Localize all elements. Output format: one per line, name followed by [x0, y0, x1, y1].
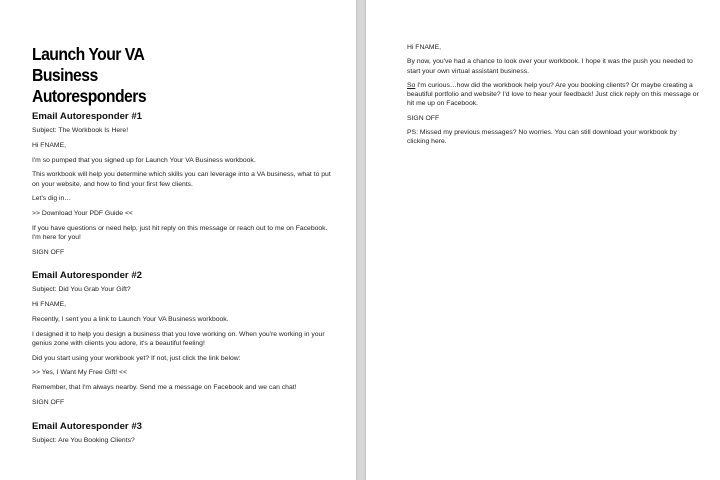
- email-2-heading: Email Autoresponder #2: [32, 270, 142, 282]
- email-3-heading: Email Autoresponder #3: [32, 421, 142, 433]
- email-3-subject: Subject: Are You Booking Clients?: [32, 437, 135, 445]
- email-3-ps: PS: Missed my previous messages? No worries. You can still download your workbook by clicking here.: [407, 129, 677, 146]
- document-page-2: [366, 0, 720, 480]
- email-2-paragraph: Remember, that I'm always nearby. Send me a message on Facebook and we can chat!: [32, 384, 297, 392]
- page-2-content: [407, 43, 699, 152]
- document-title: Launch Your VA Business Autoresponders: [32, 44, 147, 106]
- page-1-content: [32, 44, 332, 451]
- email-1-paragraph: Let's dig in…: [32, 195, 72, 203]
- email-1-paragraph: I'm so pumped that you signed up for Launch Your VA Business workbook.: [32, 156, 256, 164]
- spellcheck-underlined-word: So: [407, 81, 416, 89]
- email-3-greeting: Hi FNAME,: [407, 44, 441, 51]
- email-1-heading: Email Autoresponder #1: [32, 111, 142, 122]
- email-2-greeting: Hi FNAME,: [32, 300, 66, 308]
- email-3-paragraph: By now, you've had a chance to look over your workbook. I hope it was the push you needed to start your own virtual assistant business.: [407, 58, 693, 75]
- email-1-paragraph: This workbook will help you determine which skills you can leverage into a VA business, what to put on your website, and how to find your first few clients.: [32, 171, 331, 188]
- email-3-paragraph-text: I'm curious…how did the workbook help you? Are you booking clients? Or maybe creating a beautiful portfolio and website? I'd love to hear your feedback! Just click reply on this message or hit me up on Facebook.: [407, 81, 699, 108]
- document-page-1: [0, 0, 356, 480]
- email-3-paragraph: [407, 81, 699, 109]
- email-2-paragraph: Did you start using your workbook yet? If not, just click the link below:: [32, 354, 241, 362]
- email-1-paragraph: If you have questions or need help, just hit reply on this message or reach out to me on Facebook. I'm here for you!: [32, 224, 328, 242]
- email-3-signoff: SIGN OFF: [407, 114, 440, 122]
- email-1-greeting: Hi FNAME,: [32, 141, 66, 149]
- email-1-subject: Subject: The Workbook Is Here!: [32, 127, 129, 134]
- email-2-paragraph: Recently, I sent you a link to Launch Your VA Business workbook.: [32, 315, 229, 323]
- email-2-signoff: SIGN OFF: [32, 398, 65, 406]
- email-1-download-link[interactable]: >> Download Your PDF Guide <<: [32, 210, 133, 218]
- email-2-gift-link[interactable]: >> Yes, I Want My Free Gift! <<: [32, 369, 127, 377]
- email-2-paragraph: I designed it to help you design a business that you love working on. When you're working in your genius zone with clients you adore, it's a beautiful feeling!: [32, 330, 325, 347]
- email-2-subject: Subject: Did You Grab Your Gift?: [32, 286, 131, 294]
- email-1-signoff: SIGN OFF: [32, 248, 65, 256]
